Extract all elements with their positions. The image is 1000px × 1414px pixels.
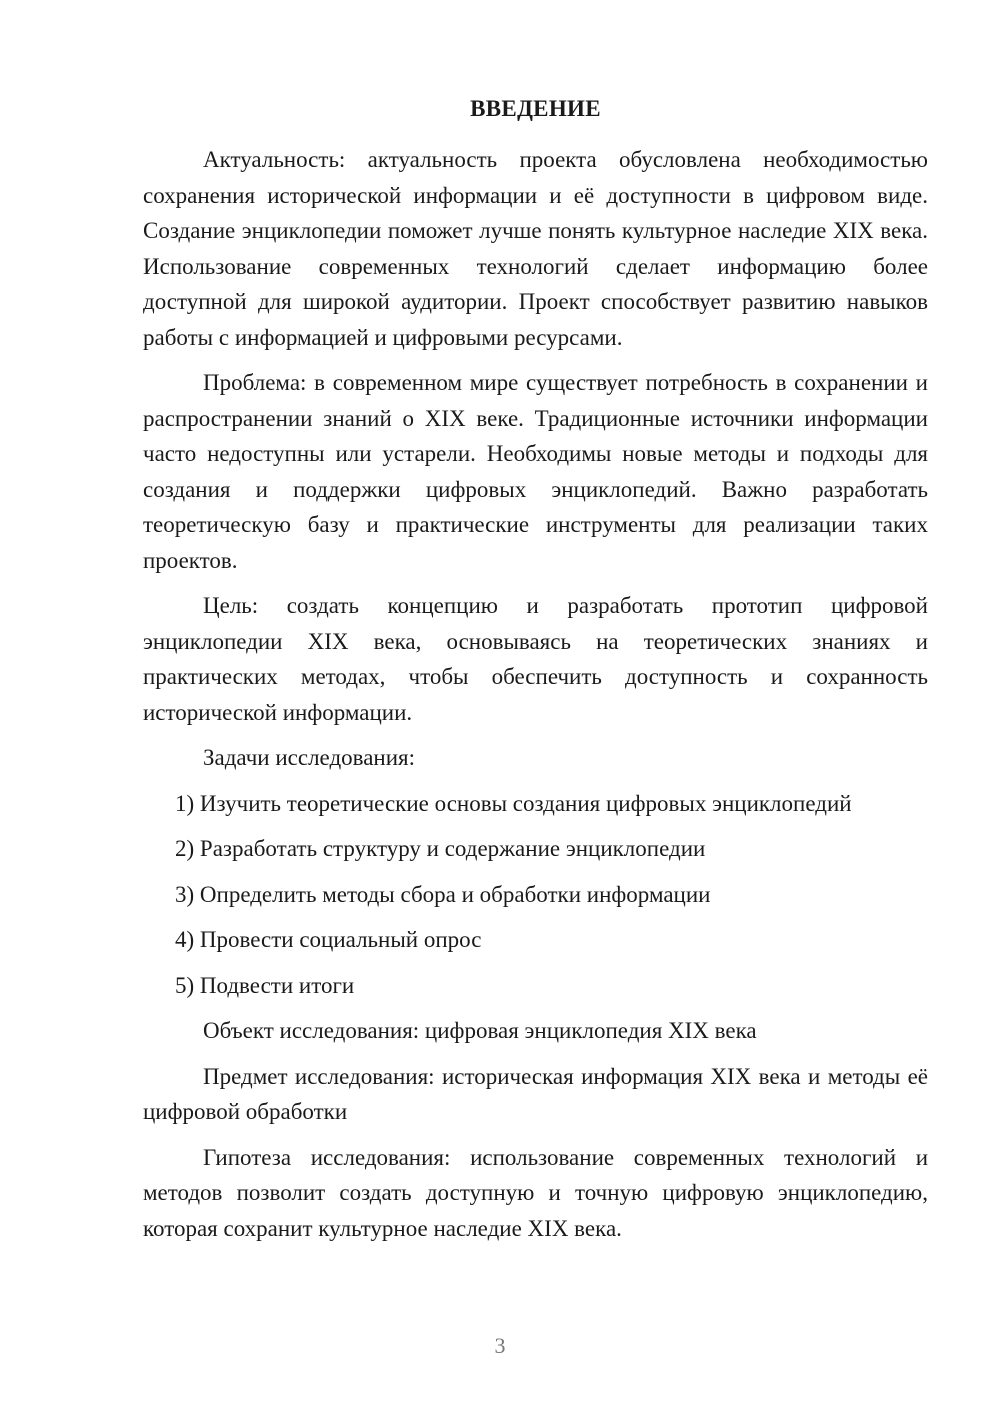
object-paragraph: Объект исследования: цифровая энциклопедия XIX века: [203, 1018, 757, 1043]
task-item-2: 2) Разработать структуру и содержание энциклопедии: [175, 836, 706, 861]
task-item-3: 3) Определить методы сбора и обработки информации: [175, 881, 711, 907]
document-body: [143, 142, 928, 1246]
problem-paragraph: Проблема: в современном мире существует потребность в сохранении и распространении знаний о XIX веке. Традиционные источники информации часто недоступны или устарели. Необходимы новые методы и подходы для создания и поддержки цифровых энциклопедий. Важно разработать теоретическую базу и практические инструменты для реализации таких проектов.: [143, 370, 928, 573]
goal-paragraph: Цель: создать концепцию и разработать прототип цифровой энциклопедии XIX века, основываясь на теоретических знаниях и практических методах, чтобы обеспечить доступность и сохранность исторической информации.: [143, 593, 928, 725]
task-item-1: 1) Изучить теоретические основы создания цифровых энциклопедий: [175, 790, 852, 816]
hypothesis-paragraph: Гипотеза исследования: использование современных технологий и методов позволит создать доступную и точную цифровую энциклопедию, которая сохранит культурное наследие XIX века.: [143, 1144, 928, 1241]
subject-paragraph: Предмет исследования: историческая информация XIX века и методы её цифровой обработки: [143, 1063, 928, 1124]
page-number: 3: [494, 1333, 506, 1358]
task-item-4: 4) Провести социальный опрос: [175, 927, 482, 952]
task-item-5: 5) Подвести итоги: [175, 972, 355, 998]
tasks-heading: Задачи исследования:: [203, 745, 416, 770]
section-heading: ВВЕДЕНИЕ: [470, 96, 601, 121]
relevance-paragraph: Актуальность: актуальность проекта обусловлена необходимостью сохранения исторической информации и её доступности в цифровом виде. Создание энциклопедии поможет лучше понять культурное наследие XIX века. Использование современных технологий сделает информацию более доступной для широкой аудитории. Проект способствует развитию навыков работы с информацией и цифровыми ресурсами.: [143, 147, 928, 350]
